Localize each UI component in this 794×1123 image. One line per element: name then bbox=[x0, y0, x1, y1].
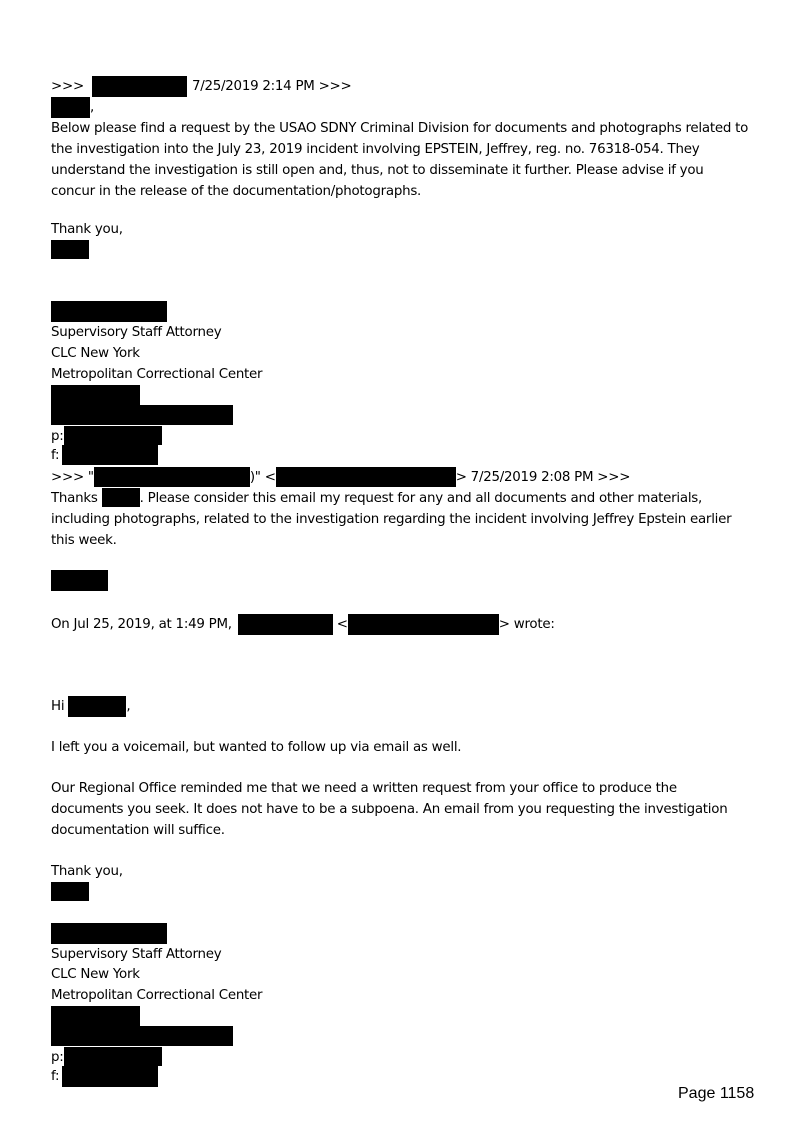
quote-line bbox=[51, 614, 555, 635]
signature-title: Supervisory Staff Attorney bbox=[51, 947, 222, 962]
fax-label: f: bbox=[51, 1069, 60, 1084]
hi-tail: , bbox=[126, 699, 131, 714]
voicemail-line: I left you a voicemail, but wanted to follow up via email as well. bbox=[51, 740, 462, 755]
salutation-tail: , bbox=[90, 100, 95, 115]
regional-paragraph: Our Regional Office reminded me that we need a written request from your office to produce the documents you seek. It does not have to be a subpoena. An email from you requesting the investigation documentation will suffice. bbox=[51, 781, 728, 838]
redaction bbox=[51, 301, 167, 322]
forward-prefix: >>> " bbox=[51, 470, 94, 485]
phone-label: p: bbox=[51, 1050, 64, 1065]
fax-line bbox=[51, 445, 59, 466]
phone-line bbox=[51, 1047, 64, 1068]
redaction bbox=[51, 923, 167, 944]
redaction bbox=[102, 488, 140, 507]
redaction bbox=[51, 1006, 140, 1026]
forward-header bbox=[51, 467, 630, 488]
salutation bbox=[51, 97, 94, 118]
forward-thanks: Thanks bbox=[51, 491, 98, 506]
redaction bbox=[51, 97, 90, 118]
fax-line bbox=[51, 1066, 59, 1087]
redaction bbox=[62, 445, 158, 465]
signature-office: CLC New York bbox=[51, 346, 140, 361]
signature-facility: Metropolitan Correctional Center bbox=[51, 988, 263, 1003]
signature-facility: Metropolitan Correctional Center bbox=[51, 367, 263, 382]
redaction bbox=[92, 76, 187, 97]
redaction bbox=[51, 240, 89, 259]
redaction bbox=[51, 405, 233, 425]
signature-office: CLC New York bbox=[51, 967, 140, 982]
phone-line bbox=[51, 426, 64, 447]
forward-mid: )" < bbox=[249, 470, 276, 485]
hi-line bbox=[51, 696, 130, 717]
redaction bbox=[68, 696, 126, 717]
redaction bbox=[238, 614, 333, 635]
hi-greeting: Hi bbox=[51, 699, 65, 714]
phone-label: p: bbox=[51, 429, 64, 444]
closing-2: Thank you, bbox=[51, 864, 123, 879]
redaction bbox=[94, 467, 250, 487]
redaction bbox=[348, 614, 499, 635]
quote-wrote: > wrote: bbox=[498, 617, 555, 632]
redaction bbox=[64, 426, 162, 445]
header-prefix: >>> bbox=[51, 79, 84, 94]
redaction bbox=[64, 1047, 162, 1066]
forward-rest: . Please consider this email my request for any and all documents and other materials, including photographs, related to the investigation regarding the incident involving Jeffrey Epstein earlier this week. bbox=[51, 491, 732, 548]
fax-label: f: bbox=[51, 448, 60, 463]
quote-on: On Jul 25, 2019, at 1:49 PM, bbox=[51, 617, 232, 632]
redaction bbox=[62, 1066, 158, 1087]
redaction bbox=[51, 570, 108, 591]
email-header bbox=[51, 76, 352, 97]
closing-1: Thank you, bbox=[51, 222, 123, 237]
redaction bbox=[51, 882, 89, 901]
redaction bbox=[51, 385, 140, 405]
forward-paragraph bbox=[51, 488, 751, 551]
redaction bbox=[51, 1026, 233, 1046]
page-number: Page 1158 bbox=[678, 1085, 755, 1102]
forward-datetime: > 7/25/2019 2:08 PM >>> bbox=[455, 470, 631, 485]
redaction bbox=[276, 467, 456, 487]
header-datetime: 7/25/2019 2:14 PM >>> bbox=[191, 79, 352, 94]
body-paragraph: Below please find a request by the USAO SDNY Criminal Division for documents and photographs related to the investigation into the July 23, 2019 incident involving EPSTEIN, Jeffrey, reg. no. 76318-054. They understand the investigation is still open and, thus, not to disseminate it further. Please advise if you concur in the release of the documentation/photographs. bbox=[51, 121, 749, 199]
quote-lt: < bbox=[336, 617, 348, 632]
signature-title: Supervisory Staff Attorney bbox=[51, 325, 222, 340]
